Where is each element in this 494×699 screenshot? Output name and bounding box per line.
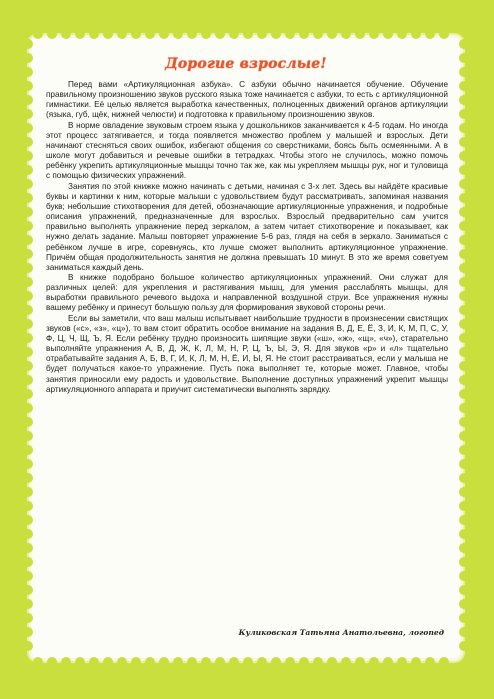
scallop-edge <box>187 29 197 39</box>
scallop-edge <box>313 657 323 667</box>
scallop-edge <box>33 657 43 667</box>
scallop-edge <box>159 29 169 39</box>
scallop-edge <box>23 487 33 497</box>
scallop-edge <box>23 249 33 259</box>
scallop-edge <box>411 29 421 39</box>
scallop-edge <box>23 151 33 161</box>
scallop-edge <box>47 657 57 667</box>
scallop-edge <box>23 319 33 329</box>
scallop-edge <box>23 137 33 147</box>
scallop-edge <box>459 557 469 567</box>
scallop-edge <box>75 657 85 667</box>
scallop-edge <box>459 613 469 623</box>
scallop-edge <box>23 361 33 371</box>
scallop-edge <box>75 29 85 39</box>
scallop-edge <box>459 165 469 175</box>
scallop-edge <box>459 571 469 581</box>
scallop-edge <box>411 657 421 667</box>
scallop-edge <box>459 193 469 203</box>
scallop-edge <box>23 207 33 217</box>
scallop-edge <box>243 29 253 39</box>
scallop-edge <box>23 109 33 119</box>
scallop-edge <box>23 235 33 245</box>
scallop-edge <box>61 29 71 39</box>
scallop-edge <box>23 417 33 427</box>
scallop-edge <box>89 657 99 667</box>
scallop-edge <box>243 657 253 667</box>
page-title: Дорогие взрослые! <box>165 56 327 72</box>
scallop-edge <box>459 417 469 427</box>
scallop-edge <box>131 29 141 39</box>
scallop-edge <box>23 347 33 357</box>
scallop-edge <box>459 235 469 245</box>
scallop-edge <box>23 403 33 413</box>
scallop-edge <box>23 375 33 385</box>
scallop-edge <box>459 403 469 413</box>
scallop-edge <box>23 39 33 49</box>
scallop-edge <box>229 29 239 39</box>
scallop-edge <box>355 29 365 39</box>
scallop-edge <box>313 29 323 39</box>
scallop-edge <box>271 657 281 667</box>
scallop-edge <box>425 657 435 667</box>
scallop-edge <box>459 599 469 609</box>
scallop-edge <box>23 53 33 63</box>
scallop-edge <box>459 151 469 161</box>
scallop-edge <box>341 657 351 667</box>
author-signature: Куликовская Татьяна Анатольевна, логопед <box>238 628 444 637</box>
scallop-edge <box>103 657 113 667</box>
scallop-edge <box>459 389 469 399</box>
scallop-edge <box>459 305 469 315</box>
scallop-edge <box>459 529 469 539</box>
scallop-edge <box>23 305 33 315</box>
scallop-edge <box>23 613 33 623</box>
scallop-edge <box>229 657 239 667</box>
scallop-edge <box>459 627 469 637</box>
scallop-edge <box>145 29 155 39</box>
scallop-edge <box>459 361 469 371</box>
scallop-edge <box>459 53 469 63</box>
scallop-edge <box>397 29 407 39</box>
scallop-edge <box>425 29 435 39</box>
scallop-edge <box>459 431 469 441</box>
scallop-edge <box>459 137 469 147</box>
scallop-edge <box>369 29 379 39</box>
scallop-edge <box>23 277 33 287</box>
paragraph-norm: В норме овладение звуковым строем языка у дошкольников заканчивается к 4-5 годам. Но иногда этот процесс затягивается, и тогда появляется множество проблем у малышей и взрослых. Дети начинают стесняться своих ошибок, избегают общения со сверстниками, боясь быть осмеянными. А в школе могут добавиться и речевые ошибки в тетрадках. Чтобы этого не случилось, можно помочь ребёнку укрепить артикуляционные мышцы точно так же, как мы укрепляем мышцы рук, ног и туловища с помощью физических упражнений. <box>46 120 448 181</box>
scallop-edge <box>201 29 211 39</box>
scallop-edge <box>23 333 33 343</box>
scallop-edge <box>89 29 99 39</box>
scallop-edge <box>215 29 225 39</box>
scallop-edge <box>173 29 183 39</box>
scallop-edge <box>459 67 469 77</box>
scallop-edge <box>23 641 33 651</box>
scallop-edge <box>23 501 33 511</box>
scallop-edge <box>47 29 57 39</box>
scallop-edge <box>459 375 469 385</box>
paragraph-exercises: В книжке подобрано большое количество артикуляционных упражнений. Они служат для различных целей: для укрепления и растягивания мышц, для умения расслаблять мышцы, для выработки правильного речевого выдоха и направленной воздушной струи. Все упражнения нужны вашему ребёнку и принесут большую пользу для формирования звуковой стороны речи. <box>46 272 448 313</box>
scallop-edge <box>23 123 33 133</box>
scallop-edge <box>459 123 469 133</box>
paragraph-lessons: Занятия по этой книжке можно начинать с детьми, начиная с 3-х лет. Здесь вы найдёте красивые буквы и картинки к ним, которые малыши с удовольствием будут рассматривать, запоминая названия букв; небольшие стихотворения для детей, обозначающие артикуляционные упражнения, и подробные описания упражнений, предназначенные для взрослых. Взрослый предварительно сам учится правильно выполнять упражнение перед зеркалом, а затем читает стихотворение и показывает, как нужно делать задание. Малыш повторяет упражнение 5-6 раз, глядя на себя в зеркало. Заниматься с ребёнком лучше в игре, соревнуясь, кто лучше сможет выполнить артикуляционное упражнение. Причём общая продолжительность занятия не должна превышать 10 минут. В это же время советуем заниматься каждый день. <box>46 181 448 272</box>
scallop-edge <box>459 277 469 287</box>
scallop-edge <box>61 657 71 667</box>
scallop-edge <box>459 347 469 357</box>
scallop-edge <box>459 291 469 301</box>
scallop-edge <box>23 389 33 399</box>
scallop-edge <box>439 657 449 667</box>
scallop-edge <box>145 657 155 667</box>
scallop-edge <box>459 319 469 329</box>
paragraph-intro: Перед вами «Артикуляционная азбука». С азбуки обычно начинается обучение. Обучение правильному произношению звуков русского языка тоже начинается с азбуки, то есть с артикуляционной гимнастики. Её целью является выработка качественных, полноценных движений органов артикуляции (языка, губ, щёк, нижней челюсти) и подготовка к правильному произношению звуков. <box>46 80 448 120</box>
scallop-edge <box>459 543 469 553</box>
scallop-edge <box>459 109 469 119</box>
scallop-edge <box>103 29 113 39</box>
scallop-edge <box>327 29 337 39</box>
scallop-edge <box>459 515 469 525</box>
scallop-edge <box>117 29 127 39</box>
scallop-edge <box>285 29 295 39</box>
scallop-edge <box>459 487 469 497</box>
scallop-edge <box>23 599 33 609</box>
scallop-edge <box>439 29 449 39</box>
scallop-edge <box>159 657 169 667</box>
scallop-edge <box>23 473 33 483</box>
scallop-edge <box>23 179 33 189</box>
scallop-edge <box>23 627 33 637</box>
scallop-edge <box>23 221 33 231</box>
scallop-edge <box>33 29 43 39</box>
scallop-edge <box>299 657 309 667</box>
scallop-edge <box>459 585 469 595</box>
content-card <box>32 38 460 658</box>
scallop-edge <box>173 657 183 667</box>
scallop-edge <box>257 657 267 667</box>
scallop-edge <box>397 657 407 667</box>
scallop-edge <box>271 29 281 39</box>
scallop-edge <box>459 263 469 273</box>
scallop-edge <box>299 29 309 39</box>
scallop-edge <box>23 193 33 203</box>
scallop-edge <box>131 657 141 667</box>
scallop-edge <box>23 459 33 469</box>
scallop-edge <box>187 657 197 667</box>
scallop-edge <box>459 445 469 455</box>
scallop-edge <box>355 657 365 667</box>
scallop-edge <box>215 657 225 667</box>
scallop-edge <box>23 95 33 105</box>
scallop-edge <box>459 473 469 483</box>
scallop-edge <box>23 585 33 595</box>
scallop-edge <box>23 571 33 581</box>
scallop-edge <box>257 29 267 39</box>
scallop-edge <box>23 165 33 175</box>
scallop-edge <box>459 81 469 91</box>
scallop-edge <box>23 557 33 567</box>
scallop-edge <box>341 29 351 39</box>
scallop-edge <box>23 291 33 301</box>
scallop-edge <box>369 657 379 667</box>
scallop-edge <box>23 67 33 77</box>
scallop-edge <box>285 657 295 667</box>
scallop-edge <box>327 657 337 667</box>
scallop-edge <box>201 657 211 667</box>
scallop-edge <box>459 641 469 651</box>
scallop-edge <box>459 501 469 511</box>
scallop-edge <box>459 249 469 259</box>
scallop-edge <box>23 263 33 273</box>
scallop-edge <box>383 29 393 39</box>
scallop-edge <box>459 221 469 231</box>
scallop-edge <box>459 39 469 49</box>
body-text <box>46 80 448 395</box>
paragraph-advice: Если вы заметили, что ваш малыш испытывает наибольшие трудности в произнесении свистящих звуков («с», «з», «ц»), то вам стоит обратить особое внимание на задания В, Д, Е, Ё, З, И, К, М, П, С, У, Ф, Ц, Ч, Щ, Ъ, Я. Если ребёнку трудно произносить шипящие звуки («ш», «ж», «щ», «ч»), старательно выполняйте упражнения А, В, Д, Ж, К, Л, М, Н, Р, Ц, Ъ, Ы, Э, Я. Для звуков «р» и «л» тщательно отрабатывайте задания А, Б, В, Г, И, К, Л, М, Н, Ё, И, Ы, Я. Не стоит расстраиваться, если у малыша не будет получаться какое-то упражнение. Пусть пока выполняет те, которые может. Главное, чтобы занятия приносили ему радость и удовольствие. Выполнение доступных упражнений укрепит мышцы артикуляционного аппарата и приучит систематически выполнять зарядку. <box>46 313 448 394</box>
scallop-edge <box>459 459 469 469</box>
scallop-edge <box>383 657 393 667</box>
scallop-edge <box>23 431 33 441</box>
scallop-edge <box>459 95 469 105</box>
scallop-edge <box>23 543 33 553</box>
scallop-edge <box>23 445 33 455</box>
scallop-edge <box>459 179 469 189</box>
scallop-edge <box>23 529 33 539</box>
scallop-edge <box>459 333 469 343</box>
scallop-edge <box>459 207 469 217</box>
scallop-edge <box>117 657 127 667</box>
scallop-edge <box>23 81 33 91</box>
scallop-edge <box>23 515 33 525</box>
